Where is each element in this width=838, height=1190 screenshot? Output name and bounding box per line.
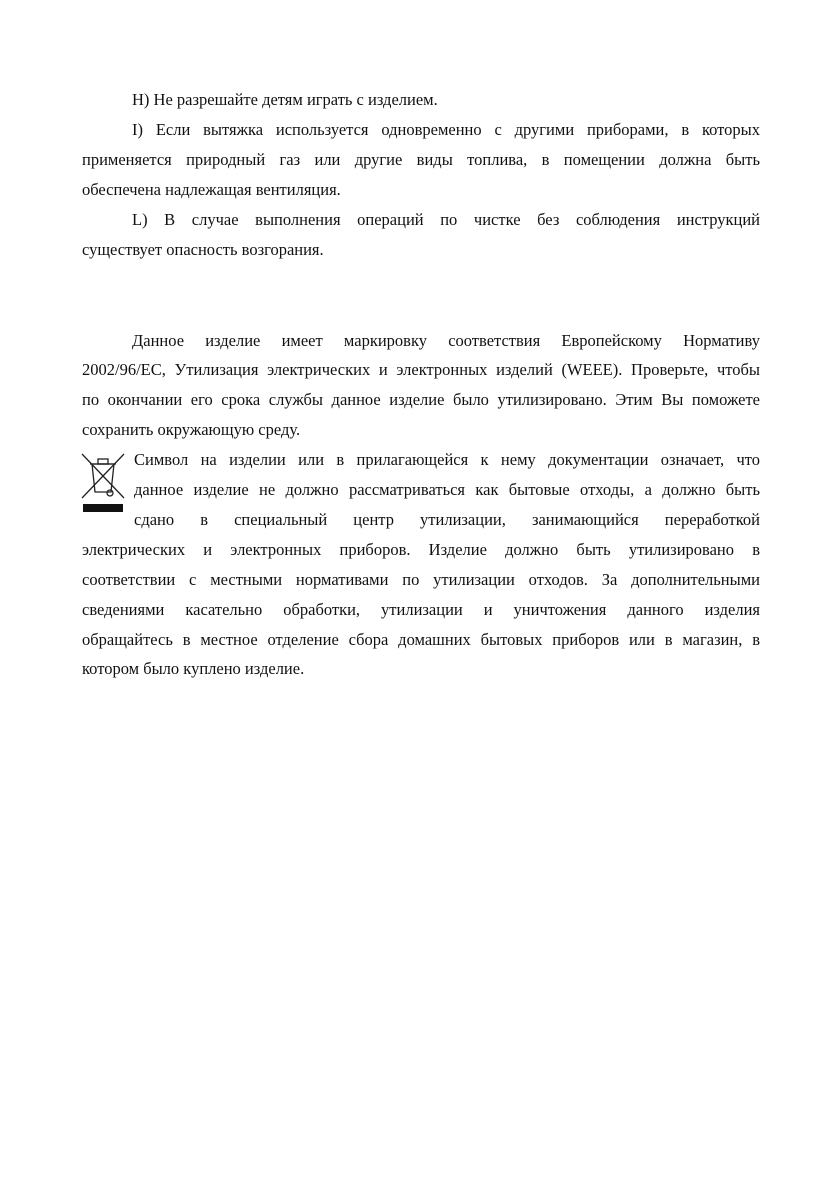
weee-intro-line: 2002/96/EC, Утилизация электрических и электронных изделий (WEEE). Проверьте, чтобы — [82, 360, 760, 379]
paragraph-l-line: существует опасность возгорания. — [82, 240, 324, 259]
weee-symbol-line: обращайтесь в местное отделение сбора домашних бытовых приборов или в магазин, в — [82, 630, 760, 649]
paragraph-l-line: L) В случае выполнения операций по чистке без соблюдения инструкций — [132, 210, 760, 229]
weee-symbol-line: соответствии с местными нормативами по утилизации отходов. За дополнительными — [82, 570, 760, 589]
weee-symbol-line: котором было куплено изделие. — [82, 659, 305, 678]
weee-symbol-line: Символ на изделии или в прилагающейся к нему документации означает, что — [134, 450, 760, 469]
weee-intro-line: по окончании его срока службы данное изделие было утилизировано. Этим Вы поможете — [82, 390, 760, 409]
weee-symbol-line: сведениями касательно обработки, утилизации и уничтожения данного изделия — [82, 600, 760, 619]
paragraph-i-line: обеспечена надлежащая вентиляция. — [82, 180, 341, 199]
paragraph-i-line: I) Если вытяжка используется одновременно с другими приборами, в которых — [132, 120, 760, 139]
weee-symbol-line: электрических и электронных приборов. Изделие должно быть утилизировано в — [82, 540, 760, 559]
weee-symbol-line: данное изделие не должно рассматриваться как бытовые отходы, а должно быть — [134, 480, 760, 499]
weee-intro-line: сохранить окружающую среду. — [82, 420, 301, 439]
crossed-out-wheelie-bin-icon — [80, 452, 126, 514]
paragraph-h: H) Не разрешайте детям играть с изделием. — [132, 90, 438, 109]
weee-intro-line: Данное изделие имеет маркировку соответствия Европейскому Нормативу — [132, 331, 760, 350]
paragraph-i-line: применяется природный газ или другие виды топлива, в помещении должна быть — [82, 150, 760, 169]
weee-symbol-line: сдано в специальный центр утилизации, занимающийся переработкой — [134, 510, 760, 529]
